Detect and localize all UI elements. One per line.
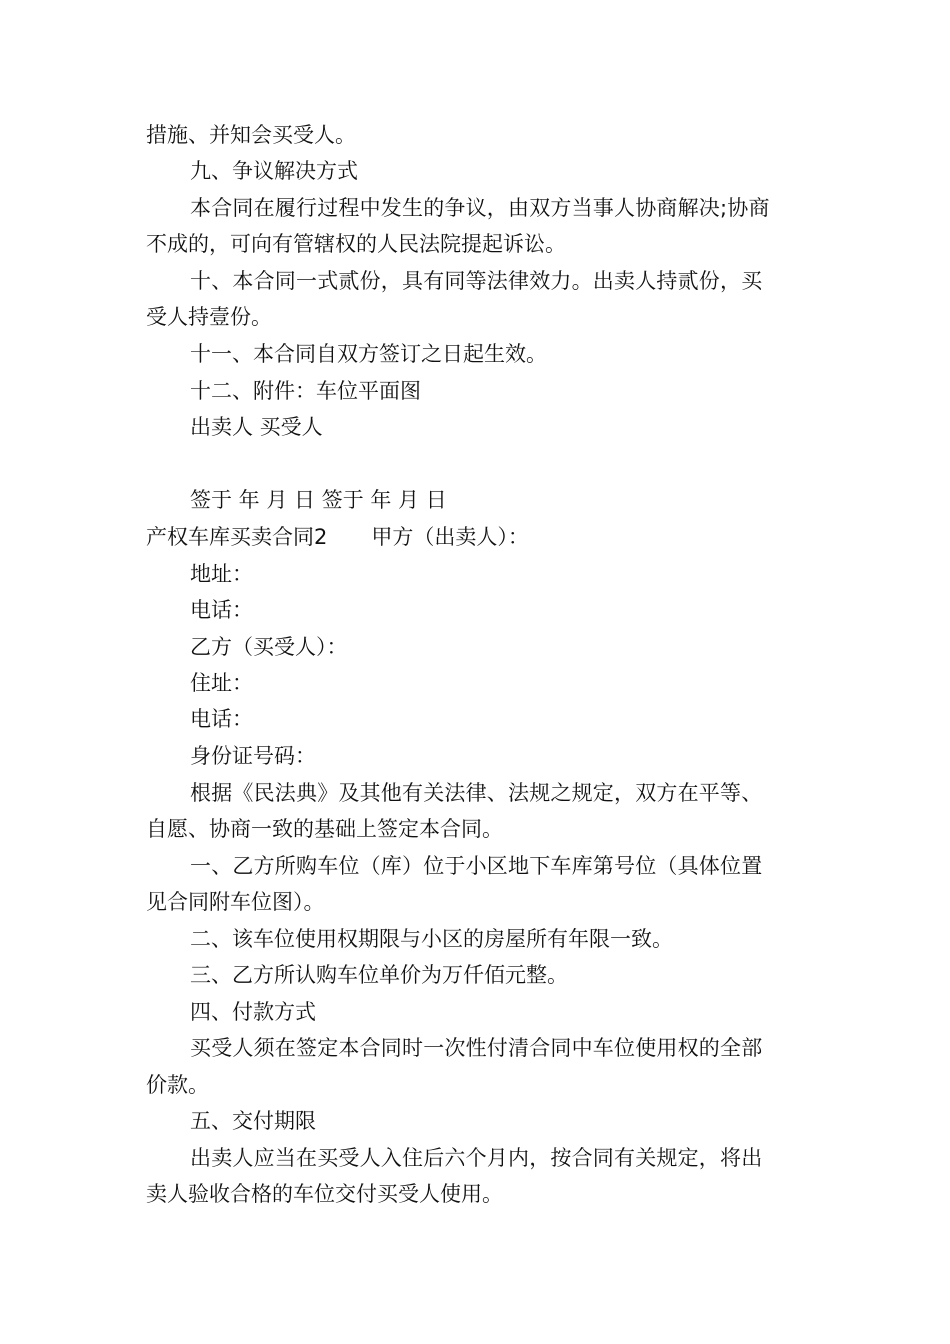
text-line: 二、该车位使用权期限与小区的房屋所有年限一致。 [190, 927, 673, 951]
document-title: 产权车库买卖合同2 [146, 525, 328, 549]
field-label: 地址： [190, 562, 253, 586]
text-line: 卖人验收合格的车位交付买受人使用。 [146, 1182, 503, 1206]
text-line: 自愿、协商一致的基础上签定本合同。 [146, 817, 503, 841]
field-label: 住址： [190, 671, 253, 695]
section-heading: 四、付款方式 [190, 1000, 316, 1024]
text-line: 见合同附车位图）。 [146, 890, 325, 914]
text-line: 本合同在履行过程中发生的争议，由双方当事人协商解决;协商 [190, 196, 770, 220]
text-line: 出卖人应当在买受人入住后六个月内，按合同有关规定，将出 [190, 1146, 763, 1170]
field-label: 身份证号码： [190, 744, 316, 768]
text-line: 十二、附件：车位平面图 [190, 379, 421, 403]
text-line: 受人持壹份。 [146, 305, 272, 329]
text-line: 不成的，可向有管辖权的人民法院提起诉讼。 [146, 232, 566, 256]
text-line: 根据《民法典》及其他有关法律、法规之规定，双方在平等、 [190, 781, 763, 805]
text-line: 三、乙方所认购车位单价为万仟佰元整。 [190, 963, 568, 987]
field-label: 电话： [190, 707, 253, 731]
signature-parties: 出卖人 买受人 [190, 415, 323, 439]
text-line: 十一、本合同自双方签订之日起生效。 [190, 342, 547, 366]
field-label: 电话： [190, 598, 253, 622]
section-heading: 五、交付期限 [190, 1109, 316, 1133]
signature-dates: 签于 年 月 日 签于 年 月 日 [190, 488, 447, 512]
field-label: 乙方（买受人）： [190, 635, 348, 659]
section-heading: 九、争议解决方式 [190, 159, 358, 183]
party-a-label: 甲方（出卖人）： [371, 525, 529, 549]
text-line: 十、本合同一式贰份，具有同等法律效力。出卖人持贰份，买 [190, 269, 763, 293]
text-line: 一、乙方所购车位（库）位于小区地下车库第号位（具体位置 [190, 854, 763, 878]
document-title-line [0, 523, 950, 551]
text-line: 价款。 [146, 1073, 209, 1097]
text-line: 措施、并知会买受人。 [146, 123, 356, 147]
text-line: 买受人须在签定本合同时一次性付清合同中车位使用权的全部 [190, 1036, 763, 1060]
